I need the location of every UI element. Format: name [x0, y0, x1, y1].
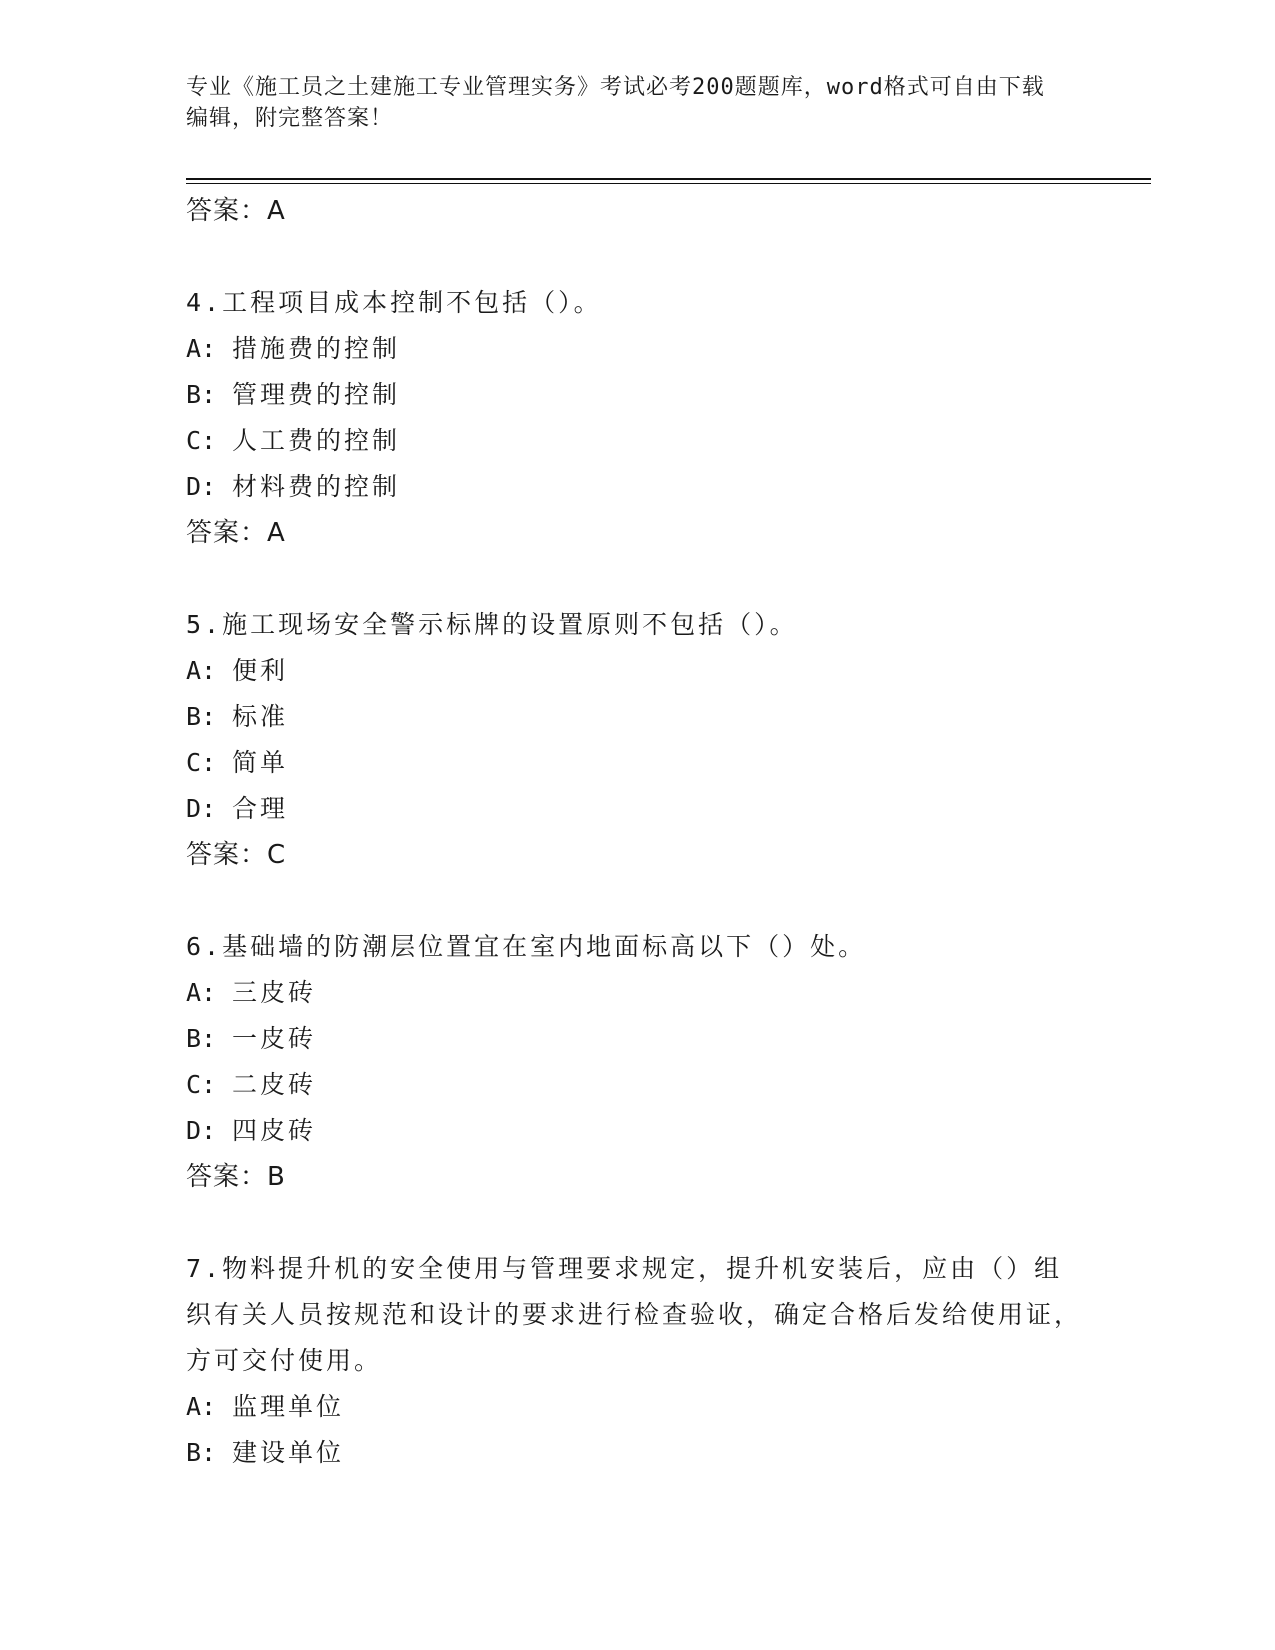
question-block: [186, 1246, 1086, 1476]
answer-line: 答案：B: [186, 1162, 286, 1192]
option-text: 监理单位: [232, 1392, 345, 1421]
option-text: 人工费的控制: [232, 426, 401, 455]
option-item: [186, 740, 1086, 786]
question-block: [186, 602, 1086, 878]
option-letter: C:: [186, 1070, 217, 1099]
question-block: [186, 924, 1086, 1200]
option-item: [186, 648, 1086, 694]
question-text: 5.施工现场安全警示标牌的设置原则不包括（）。: [186, 610, 798, 639]
header-rule-thin: [186, 183, 1151, 184]
option-letter: A:: [186, 978, 217, 1007]
question-text: 6.基础墙的防潮层位置宜在室内地面标高以下（）处。: [186, 932, 867, 961]
header-rule-thick: [186, 178, 1151, 180]
answer-line: 答案：A: [186, 518, 286, 548]
option-letter: C:: [186, 748, 217, 777]
option-letter: D:: [186, 472, 217, 501]
option-letter: C:: [186, 426, 217, 455]
option-letter: D:: [186, 794, 217, 823]
answer-line: 答案：C: [186, 840, 287, 870]
question-block: [186, 280, 1086, 556]
option-text: 标准: [232, 702, 289, 731]
option-item: [186, 1430, 1086, 1476]
option-letter: A:: [186, 1392, 217, 1421]
option-text: 合理: [232, 794, 289, 823]
document-header: 专业《施工员之土建施工专业管理实务》考试必考200题题库，word格式可自由下载编辑，附完整答案！: [186, 75, 1045, 131]
option-item: [186, 372, 1086, 418]
option-letter: B:: [186, 380, 217, 409]
option-letter: A:: [186, 656, 217, 685]
question-text: 7.物料提升机的安全使用与管理要求规定，提升机安装后，应由（）组织有关人员按规范和设计的要求进行检查验收，确定合格后发给使用证，方可交付使用。: [186, 1254, 1083, 1375]
option-letter: B:: [186, 1438, 217, 1467]
spacer: [186, 878, 1086, 924]
option-text: 一皮砖: [232, 1024, 317, 1053]
option-item: [186, 1384, 1086, 1430]
option-text: 四皮砖: [232, 1116, 317, 1145]
spacer: [186, 556, 1086, 602]
option-text: 三皮砖: [232, 978, 317, 1007]
option-item: [186, 1108, 1086, 1154]
spacer: [186, 234, 1086, 280]
option-text: 便利: [232, 656, 289, 685]
option-text: 二皮砖: [232, 1070, 317, 1099]
option-letter: A:: [186, 334, 217, 363]
option-item: [186, 326, 1086, 372]
spacer: [186, 1200, 1086, 1246]
option-text: 管理费的控制: [232, 380, 401, 409]
option-text: 材料费的控制: [232, 472, 401, 501]
option-item: [186, 418, 1086, 464]
question-text: 4.工程项目成本控制不包括（）。: [186, 288, 602, 317]
option-letter: D:: [186, 1116, 217, 1145]
option-item: [186, 970, 1086, 1016]
option-item: [186, 1016, 1086, 1062]
option-text: 措施费的控制: [232, 334, 401, 363]
option-letter: B:: [186, 1024, 217, 1053]
option-letter: B:: [186, 702, 217, 731]
option-text: 简单: [232, 748, 289, 777]
answer-line: 答案：A: [186, 196, 286, 226]
question-list: [186, 188, 1086, 1476]
option-item: [186, 786, 1086, 832]
option-item: [186, 694, 1086, 740]
option-item: [186, 464, 1086, 510]
option-item: [186, 1062, 1086, 1108]
option-text: 建设单位: [232, 1438, 345, 1467]
